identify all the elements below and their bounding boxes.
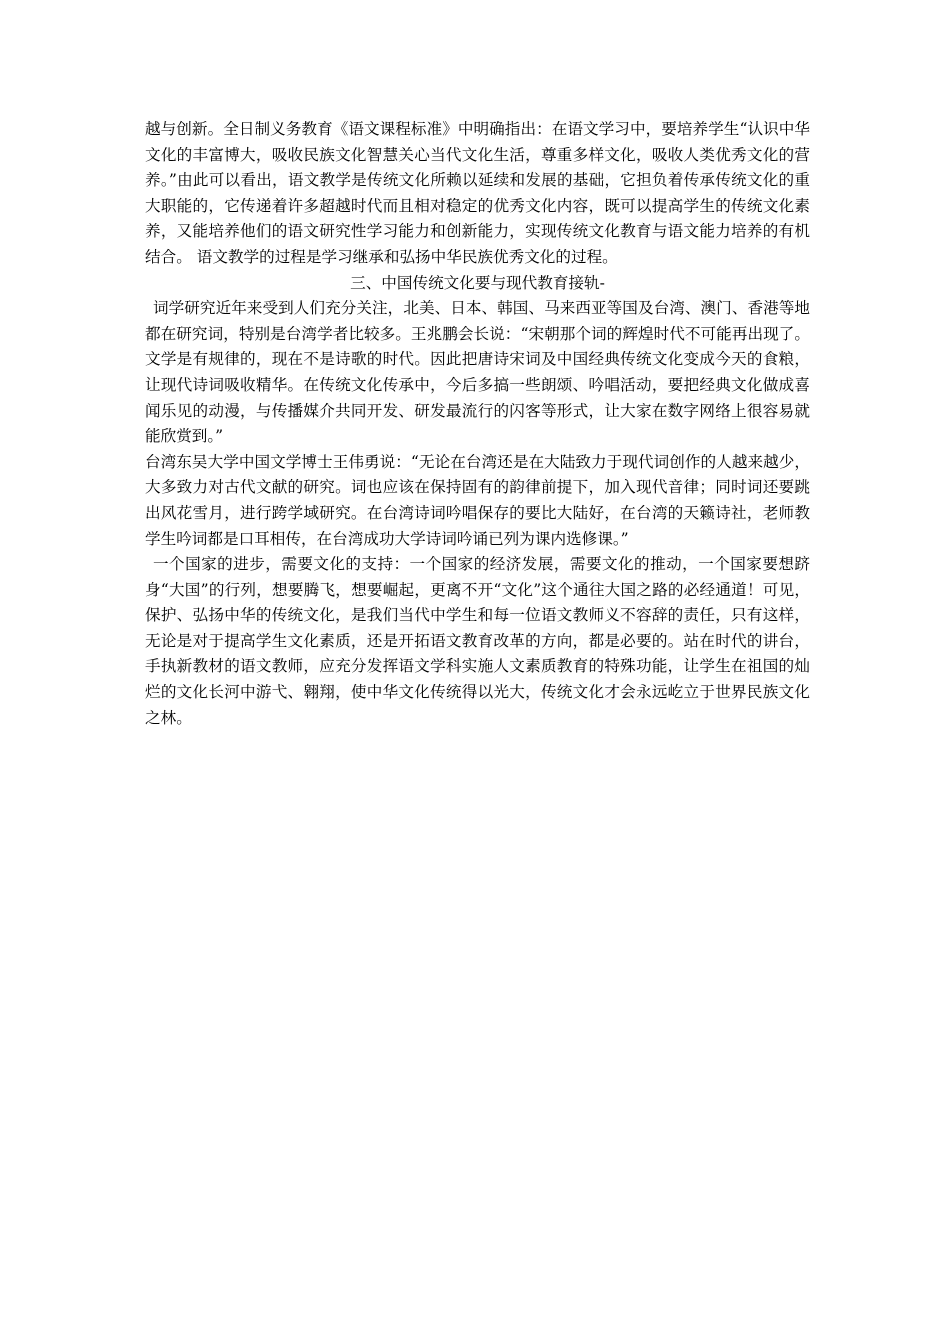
- paragraph-national-culture: 一个国家的进步，需要文化的支持：一个国家的经济发展，需要文化的推动，一个国家要想跻身“大国”的行列，想要腾飞，想要崛起，更离不开“文化”这个通往大国之路的必经通道！可见，保护、弘扬中华的传统文化，是我们当代中学生和每一位语文教师义不容辞的责任，只有这样，无论是对于提高学生文化素质，还是开拓语文教育改革的方向，都是必要的。站在时代的讲台，手执新教材的语文教师，应充分发挥语文学科实施人文素质教育的特殊功能，让学生在祖国的灿烂的文化长河中游弋、翱翔，使中华文化传统得以光大，传统文化才会永远屹立于世界民族文化之林。: [145, 555, 810, 727]
- paragraph-curriculum-standard: 越与创新。全日制义务教育《语文课程标准》中明确指出：在语文学习中，要培养学生“认识中华文化的丰富博大，吸收民族文化智慧关心当代文化生活，尊重多样文化，吸收人类优秀文化的营养。”由此可以看出，语文教学是传统文化所赖以延续和发展的基础，它担负着传承传统文化的重大职能的，它传递着许多超越时代而且相对稳定的优秀文化内容，既可以提高学生的传统文化素养，又能培养他们的语文研究性学习能力和创新能力，实现传统文化教育与语文能力培养的有机结合。 语文教学的过程是学习继承和弘扬中华民族优秀文化的过程。: [145, 120, 810, 266]
- section-heading: 三、中国传统文化要与现代教育接轨-: [350, 273, 605, 292]
- paragraph-ci-research: 词学研究近年来受到人们充分关注，北美、日本、韩国、马来西亚等国及台湾、澳门、香港等地都在研究词，特别是台湾学者比较多。王兆鹏会长说：“宋朝那个词的辉煌时代不可能再出现了。文学是有规律的，现在不是诗歌的时代。因此把唐诗宋词及中国经典传统文化变成今天的食粮，让现代诗词吸收精华。在传统文化传承中，今后多搞一些朗颂、吟唱活动，要把经典文化做成喜闻乐见的动漫，与传播媒介共同开发、研发最流行的闪客等形式，让大家在数字网络上很容易就能欣赏到。”: [145, 299, 810, 446]
- paragraph-wang-weiyong-quote: 台湾东吴大学中国文学博士王伟勇说：“无论在台湾还是在大陆致力于现代词创作的人越来越少，大多致力对古代文献的研究。词也应该在保持固有的韵律前提下，加入现代音律；同时词还要跳出风花雪月，进行跨学域研究。在台湾诗词吟唱保存的要比大陆好，在台湾的天籁诗社，老师教学生吟词都是口耳相传，在台湾成功大学诗词吟诵已列为课内选修课。”: [145, 452, 810, 548]
- document-body: [145, 117, 810, 731]
